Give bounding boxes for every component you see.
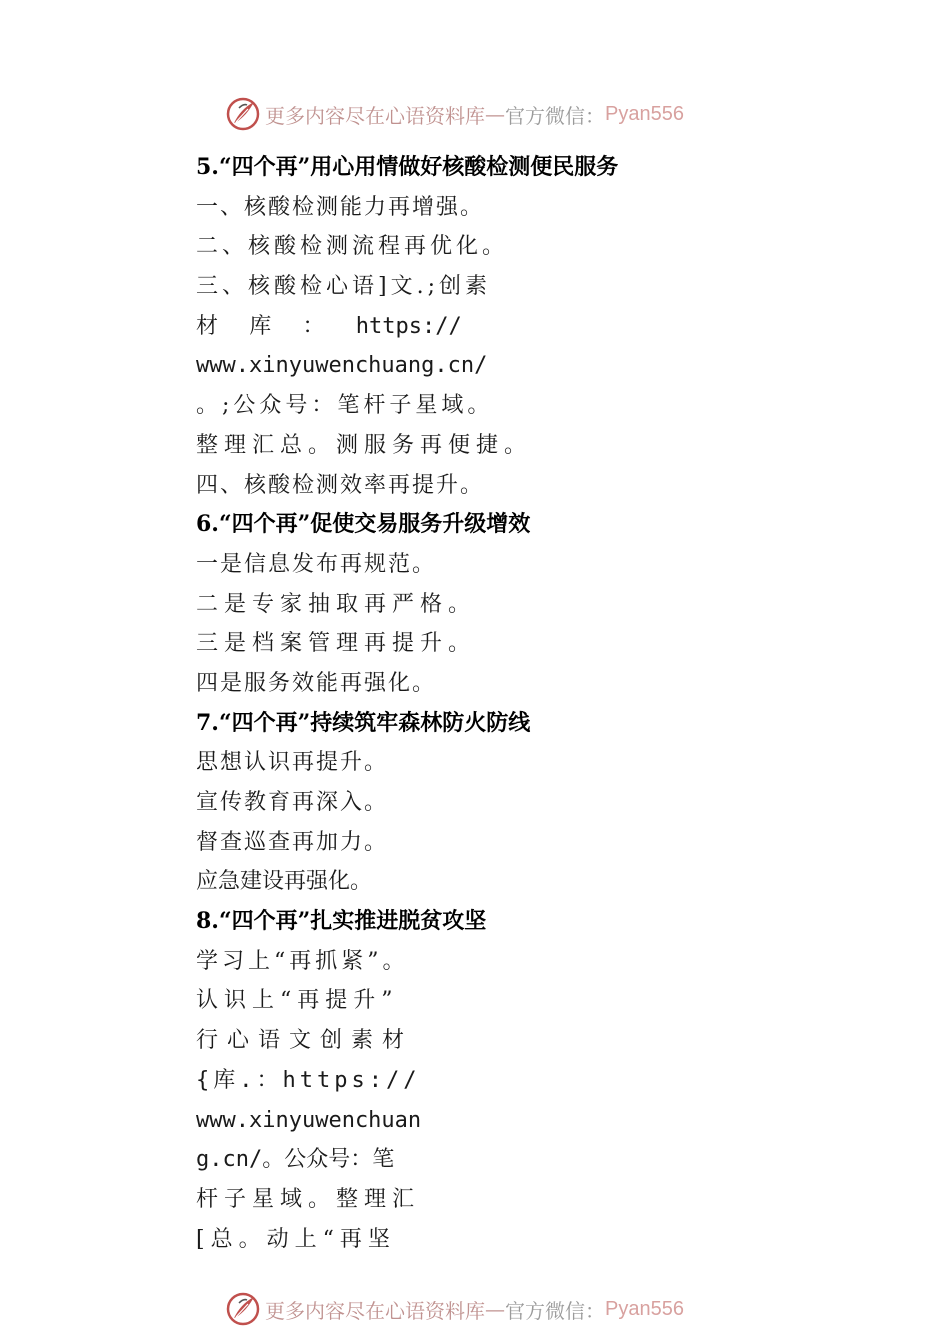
text-line: 学习上“再抓紧”。	[196, 948, 409, 974]
banner-separator: —	[485, 1297, 505, 1321]
text-line: 认识上“再提升”	[196, 988, 399, 1014]
text-line: www.xinyuwenchuang.cn/	[196, 353, 488, 379]
banner-title: 更多内容尽在心语资料库	[265, 1298, 485, 1323]
text-line: 杆子星域。整理汇	[196, 1186, 421, 1212]
text-line: 三是档案管理再提升。	[196, 631, 477, 657]
text-line: 二是专家抽取再严格。	[196, 591, 477, 617]
heading-5: 5.“四个再”用心用情做好核酸检测便民服务	[196, 154, 619, 180]
banner-wechat-id: Pyan556	[605, 1297, 684, 1320]
footer-banner	[226, 1291, 684, 1327]
text-line: www.xinyuwenchuan	[196, 1107, 422, 1133]
banner-separator: —	[485, 102, 505, 126]
text-line: 。;公众号：笔杆子星域。	[196, 393, 494, 419]
text-line: g.cn/。公众号：笔	[196, 1147, 395, 1173]
heading-8: 8.“四个再”扎实推进脱贫攻坚	[196, 908, 487, 935]
text-line: 整理汇总。测服务再便捷。	[196, 432, 533, 458]
banner-title: 更多内容尽在心语资料库	[265, 103, 485, 128]
text-line: 材 库 ： https://	[196, 313, 462, 339]
text-line: {库.：https://	[196, 1067, 421, 1093]
text-line: 四是服务效能再强化。	[196, 670, 437, 696]
text-line: 宣传教育再深入。	[196, 790, 389, 815]
text-line: 思想认识再提升。	[196, 750, 389, 776]
banner-wechat-label: 官方微信：	[505, 103, 605, 128]
text-line: 督查巡查再加力。	[196, 829, 389, 855]
document-body	[196, 148, 756, 1259]
text-line: 行心语文创素材	[196, 1028, 414, 1054]
quill-logo-icon	[226, 97, 260, 131]
banner-wechat-label: 官方微信：	[505, 1298, 605, 1323]
heading-7: 7.“四个再”持续筑牢森林防火防线	[196, 709, 531, 736]
text-line: 一是信息发布再规范。	[196, 551, 437, 577]
text-line: 应急建设再强化。	[196, 869, 373, 895]
header-banner	[226, 96, 684, 132]
quill-logo-icon	[226, 1292, 260, 1326]
text-line: 三、核酸检心语]文.;创素	[196, 274, 491, 300]
text-line: 二、核酸检测流程再优化。	[196, 234, 509, 260]
banner-wechat-id: Pyan556	[605, 102, 684, 125]
heading-6: 6.“四个再”促使交易服务升级增效	[196, 511, 531, 538]
text-line: 一、核酸检测能力再增强。	[196, 194, 485, 220]
text-line: 四、核酸检测效率再提升。	[196, 472, 485, 498]
text-line: [总。动上“再坚	[196, 1226, 396, 1252]
